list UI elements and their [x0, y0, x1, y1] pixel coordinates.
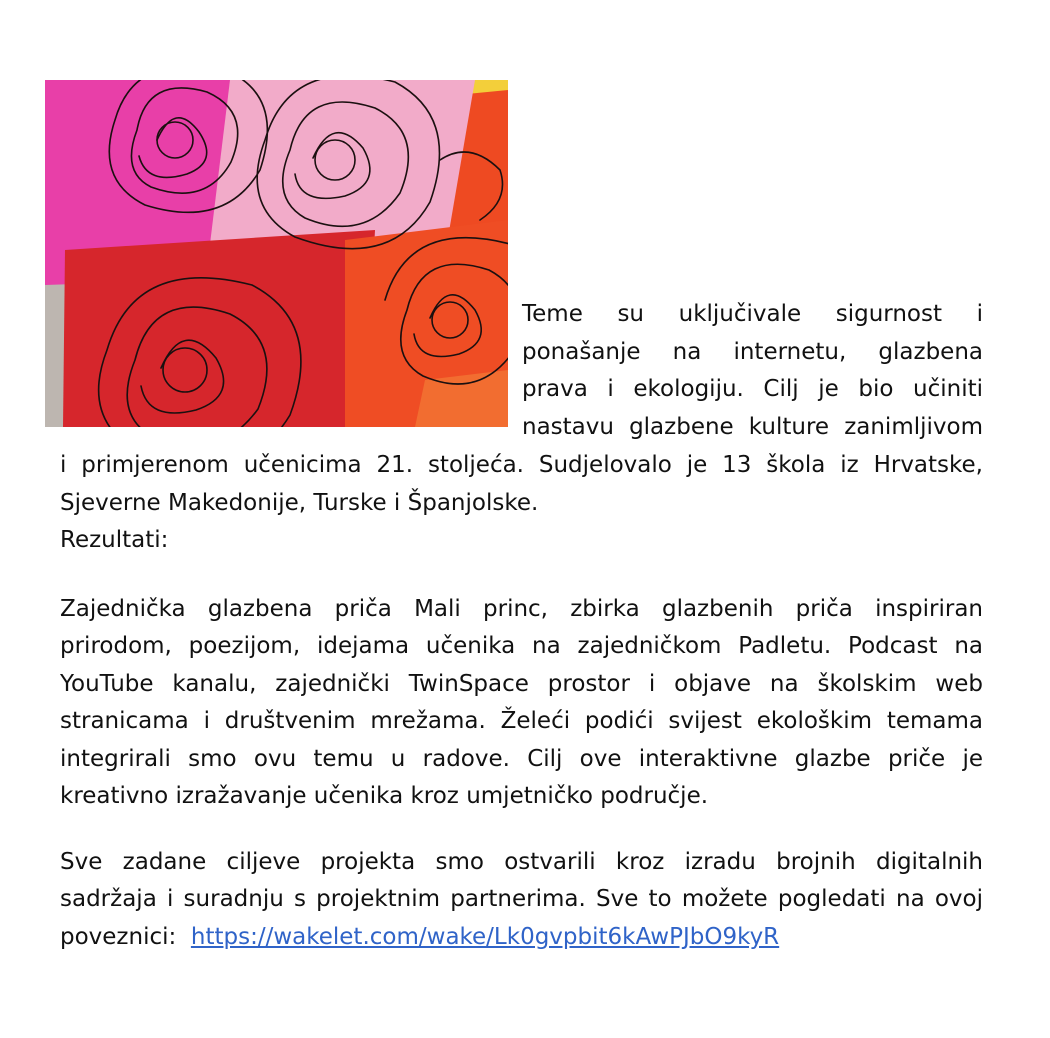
intro-side-text	[522, 296, 983, 446]
intro-continued-paragraph	[60, 447, 983, 522]
conclusion-paragraph	[60, 844, 983, 957]
text-line: i primjerenom učenicima 21. stoljeća. Sudjelovalo je 13 škola iz Hrvatske,	[60, 452, 983, 478]
intro-line: nastavu glazbene kulture zanimljivom	[522, 413, 983, 440]
intro-line: prava i ekologiju. Cilj je bio učiniti	[522, 376, 983, 402]
text-line: Sve zadane ciljeve projekta smo ostvarili kroz izradu brojnih digitalnih	[60, 848, 983, 875]
body-text	[60, 447, 983, 956]
text-line: prirodom, poezijom, idejama učenika na zajedničkom Padletu. Podcast na	[60, 633, 983, 659]
text-line: integrirali smo ovu temu u radove. Cilj ove interaktivne glazbe priče je	[60, 745, 983, 772]
link-prefix: poveznici:	[60, 923, 177, 950]
intro-line: Teme su uključivale sigurnost i	[522, 301, 983, 327]
intro-line: ponašanje na internetu, glazbena	[522, 338, 983, 365]
text-line: sadržaja i suradnju s projektnim partnerima. Sve to možete pogledati na ovoj	[60, 886, 983, 912]
results-heading: Rezultati:	[60, 527, 169, 553]
text-line: stranicama i društvenim mrežama. Želeći podići svijest ekološkim temama	[60, 708, 983, 734]
text-line: Sjeverne Makedonije, Turske i Španjolske.	[60, 489, 539, 516]
results-paragraph	[60, 591, 983, 816]
paper-roses-photo	[45, 80, 508, 427]
text-line: Zajednička glazbena priča Mali princ, zbirka glazbenih priča inspiriran	[60, 595, 983, 622]
wakelet-link[interactable]: https://wakelet.com/wake/Lk0gvpbit6kAwPJbO9kyR	[190, 923, 780, 950]
text-line: YouTube kanalu, zajednički TwinSpace prostor i objave na školskim web	[60, 670, 983, 697]
text-line: kreativno izražavanje učenika kroz umjetničko područje.	[60, 783, 709, 809]
text-line-with-link	[60, 919, 983, 957]
